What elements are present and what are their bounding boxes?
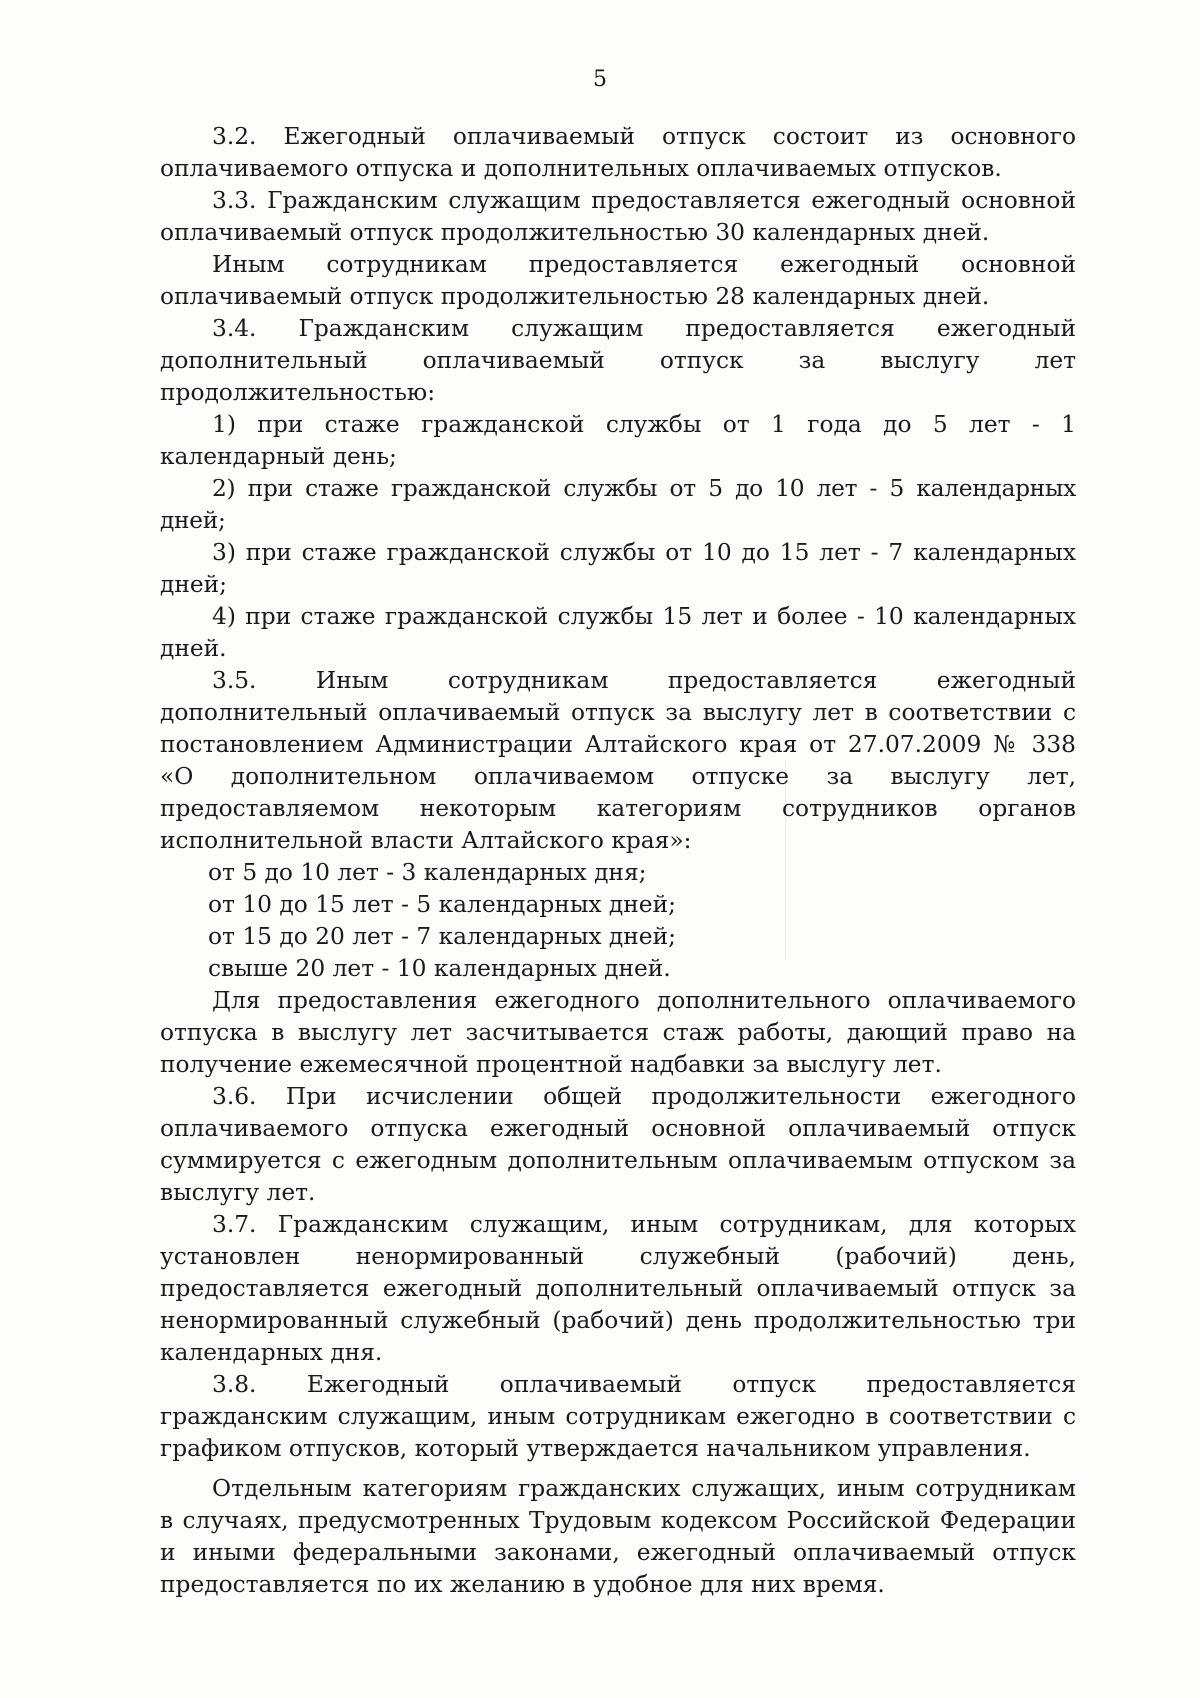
paragraph-3-3: 3.3. Гражданским служащим предоставляется ежегодный основной оплачиваемый отпуск продолжительностью 30 календарных дней.	[160, 187, 1076, 246]
list-item: от 10 до 15 лет - 5 календарных дней;	[208, 891, 676, 918]
list-item: от 5 до 10 лет - 3 календарных дня;	[208, 859, 647, 886]
paragraph-3-4-item-4: 4) при стаже гражданской службы 15 лет и более - 10 календарных дней.	[160, 603, 1076, 662]
paragraph-3-7: 3.7. Гражданским служащим, иным сотрудникам, для которых установлен ненормированный служебный (рабочий) день, предоставляется ежегодный дополнительный оплачиваемый отпуск за ненормированный служебный (рабочий) день продолжительностью три календарных дня.	[160, 1211, 1076, 1366]
paragraph-3-4: 3.4. Гражданским служащим предоставляется ежегодный дополнительный оплачиваемый отпуск за выслугу лет продолжительностью:	[160, 315, 1076, 406]
paragraph-3-5: 3.5. Иным сотрудникам предоставляется ежегодный дополнительный оплачиваемый отпуск за выслугу лет в соответствии с постановлением Администрации Алтайского края от 27.07.2009 № 338 «О дополнительном оплачиваемом отпуске за выслугу лет, предоставляемом некоторым категориям сотрудников органов исполнительной власти Алтайского края»:	[160, 667, 1076, 854]
paragraph-3-4-item-1: 1) при стаже гражданской службы от 1 года до 5 лет - 1 календарный день;	[160, 411, 1076, 470]
paragraph-3-8: 3.8. Ежегодный оплачиваемый отпуск предоставляется гражданским служащим, иным сотрудникам ежегодно в соответствии с графиком отпусков, который утверждается начальником управления.	[160, 1371, 1076, 1462]
list-item: свыше 20 лет - 10 календарных дней.	[208, 955, 671, 982]
document-body	[160, 121, 1076, 1601]
paragraph-3-8-categories: Отдельным категориям гражданских служащих, иным сотрудникам в случаях, предусмотренных Трудовым кодексом Российской Федерации и иными федеральными законами, ежегодный оплачиваемый отпуск предоставляется по их желанию в удобное для них время.	[160, 1475, 1076, 1598]
paragraph-3-3-other: Иным сотрудникам предоставляется ежегодный основной оплачиваемый отпуск продолжительностью 28 календарных дней.	[160, 251, 1076, 310]
paragraph-3-4-item-2: 2) при стаже гражданской службы от 5 до 10 лет - 5 календарных дней;	[160, 475, 1076, 534]
paragraph-3-2: 3.2. Ежегодный оплачиваемый отпуск состоит из основного оплачиваемого отпуска и дополнительных оплачиваемых отпусков.	[160, 123, 1076, 182]
paragraph-3-6: 3.6. При исчислении общей продолжительности ежегодного оплачиваемого отпуска ежегодный основной оплачиваемый отпуск суммируется с ежегодным дополнительным оплачиваемым отпуском за выслугу лет.	[160, 1083, 1076, 1206]
page-number: 5	[593, 67, 607, 92]
paragraph-3-4-item-3: 3) при стаже гражданской службы от 10 до 15 лет - 7 календарных дней;	[160, 539, 1076, 598]
paragraph-3-5-seniority: Для предоставления ежегодного дополнительного оплачиваемого отпуска в выслугу лет засчитывается стаж работы, дающий право на получение ежемесячной процентной надбавки за выслугу лет.	[160, 987, 1076, 1078]
list-item: от 15 до 20 лет - 7 календарных дней;	[208, 923, 676, 950]
